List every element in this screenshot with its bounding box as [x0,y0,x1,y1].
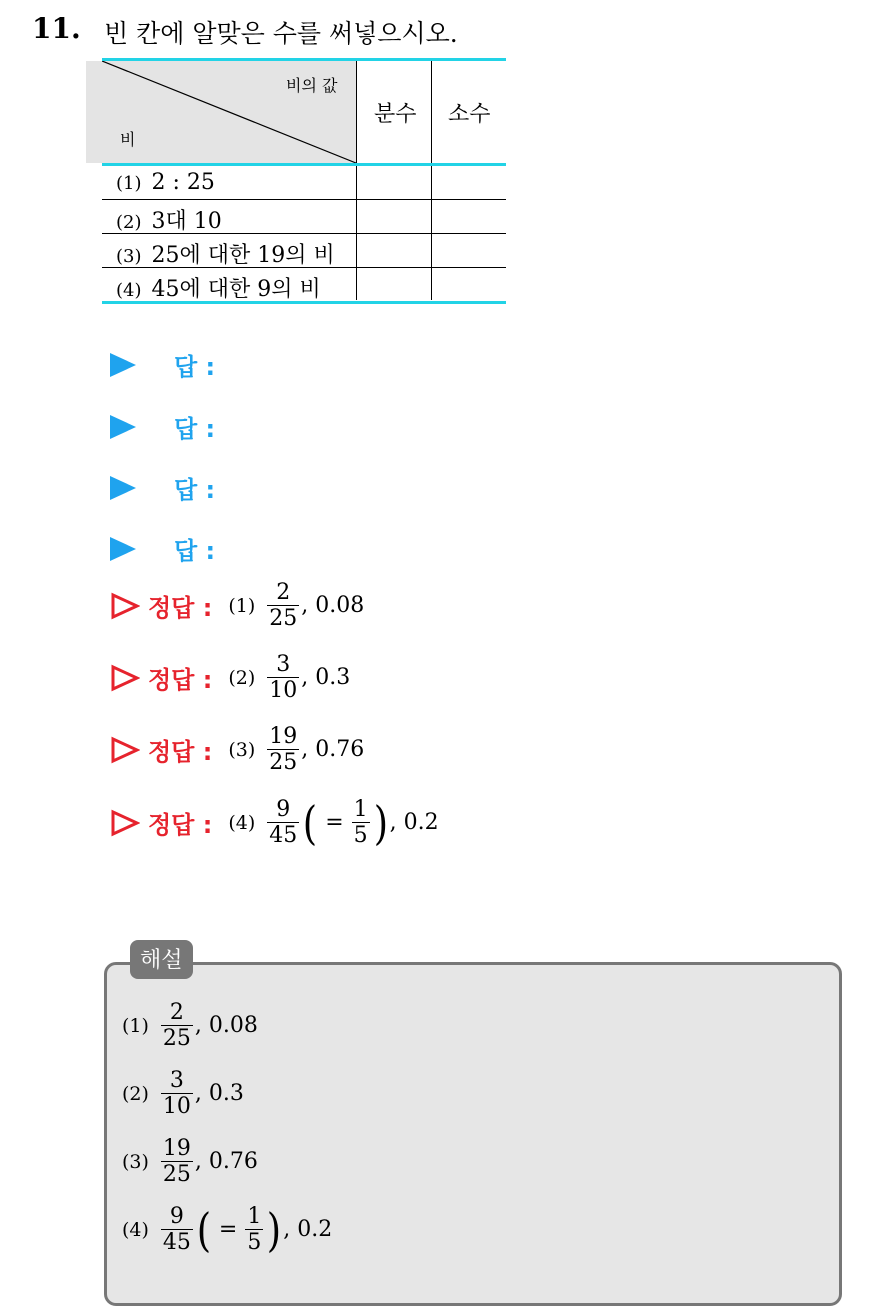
row-ratio: 25에 대한 19의 비 [151,243,335,268]
table-row: (1) 2 : 25 [102,166,506,200]
explanation-line-1: (1) $\frac{2}{25}$ , 0.08 [122,1000,258,1052]
header-ratio-label: 비 [120,130,136,149]
explanation-line-2: (2) $\frac{3}{10}$ , 0.3 [122,1068,244,1120]
table-row: (3) 25에 대한 19의 비 [102,234,506,268]
key-label: 정답 : [148,738,213,767]
outline-triangle-icon [110,592,140,620]
triangle-icon [110,537,136,561]
answer-blank-1[interactable] [110,347,215,382]
question-text: 빈 칸에 알맞은 수를 써넣으시오. [104,19,458,48]
key-label: 정답 : [148,811,213,840]
answer-key-2: 정답 : (2) $\frac{3}{10}$ , 0.3 [110,652,350,704]
key-label: 정답 : [148,594,213,623]
outline-triangle-icon [110,809,140,837]
col-decimal-header: 소수 [448,102,491,127]
answer-label: 답 : [174,415,216,443]
answer-label: 답 : [174,353,216,381]
header-value-label: 비의 값 [286,76,338,95]
answer-blank-4[interactable] [110,531,215,566]
ratio-table [86,58,506,304]
triangle-icon [110,353,136,377]
table-body [102,166,506,301]
table-row: (4) 45에 대한 9의 비 [116,277,321,302]
answer-label: 답 : [174,476,216,504]
answer-key-4: 정답 : (4) $\frac{9}{45}$ ( = $\frac{1}{5}$ ) , 0.2 [110,797,439,849]
answer-blank-2[interactable] [110,409,215,444]
explanation-title: 해설 [130,940,193,979]
row-ratio: 2 : 25 [151,170,215,195]
outline-triangle-icon [110,664,140,692]
table-row: (2) 3대 10 [102,200,506,234]
triangle-icon [110,415,136,439]
row-ratio: 3대 10 [151,209,222,234]
answer-label: 답 : [174,537,216,565]
row-ratio: 45에 대한 9의 비 [151,277,321,302]
answer-blank-3[interactable] [110,470,215,505]
key-label: 정답 : [148,666,213,695]
answer-key-3: 정답 : (3) $\frac{19}{25}$ , 0.76 [110,724,364,776]
outline-triangle-icon [110,736,140,764]
col-fraction-header: 분수 [374,102,417,127]
answer-key-1: 정답 : (1) $\frac{2}{25}$ , 0.08 [110,580,364,632]
triangle-icon [110,476,136,500]
explanation-line-4: (4) $\frac{9}{45}$ ( = $\frac{1}{5}$ ) , 0.2 [122,1202,333,1257]
question-number: 11. [32,12,81,45]
explanation-line-3: (3) $\frac{19}{25}$ , 0.76 [122,1136,258,1188]
table-header [86,61,506,163]
